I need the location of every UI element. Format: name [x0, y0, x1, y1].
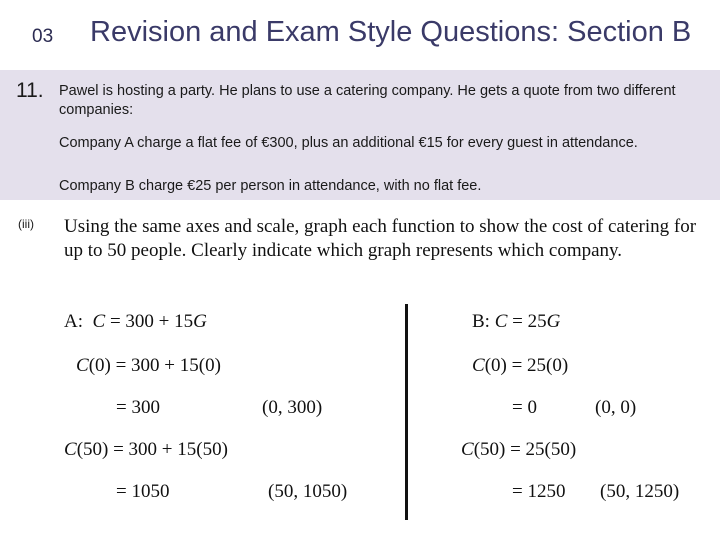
- company-a-c50-var: C: [64, 439, 77, 460]
- company-b-func-input: G: [546, 311, 561, 332]
- company-b-func-var: C: [494, 311, 508, 332]
- company-b-function: [472, 311, 560, 333]
- company-a-func-input: G: [193, 311, 207, 332]
- company-a-c50: [64, 439, 228, 461]
- company-a-function: [64, 311, 207, 333]
- company-b-c0-rest: (0) = 25(0): [484, 355, 569, 376]
- part-instruction: Using the same axes and scale, graph each function to show the cost of catering for up to 50 people. Clearly indicate which graph represents which company.: [64, 216, 697, 261]
- part-label: (iii): [18, 217, 34, 231]
- company-b-c50-result: = 1250: [512, 481, 566, 502]
- company-a-func-var: C: [92, 311, 106, 332]
- company-b-c0-var: C: [472, 355, 485, 376]
- company-a-point-0: (0, 300): [262, 397, 323, 418]
- company-b-func-rest: = 25: [512, 311, 547, 332]
- company-b-point-50: (50, 1250): [600, 481, 680, 502]
- company-b-c0: [472, 355, 568, 377]
- company-a-c50-rest: (50) = 300 + 15(50): [76, 439, 228, 460]
- company-a-point-50: (50, 1050): [268, 481, 348, 502]
- company-a-description: Company A charge a flat fee of €300, plus an additional €15 for every guest in attendance.: [59, 135, 638, 151]
- question-intro: Pawel is hosting a party. He plans to use a catering company. He gets a quote from two different companies:: [59, 83, 676, 118]
- company-a-c0-var: C: [76, 355, 89, 376]
- company-b-c50-rest: (50) = 25(50): [473, 439, 577, 460]
- question-number: 11.: [16, 79, 44, 102]
- company-a-c0-rest: (0) = 300 + 15(0): [88, 355, 221, 376]
- chapter-number: 03: [32, 26, 54, 47]
- page-title: Revision and Exam Style Questions: Section B: [90, 16, 692, 48]
- company-a-c0: [76, 355, 221, 377]
- company-b-description: Company B charge €25 per person in attendance, with no flat fee.: [59, 178, 482, 194]
- company-a-c50-result: = 1050: [116, 481, 170, 502]
- company-a-label: A:: [64, 311, 83, 332]
- column-divider: [405, 304, 408, 520]
- company-a-func-rest: = 300 + 15: [109, 311, 194, 332]
- company-a-c0-result: = 300: [116, 397, 160, 418]
- company-b-c50: [461, 439, 576, 461]
- company-b-label: B:: [472, 311, 490, 332]
- company-b-point-0: (0, 0): [595, 397, 637, 418]
- company-b-c0-result: = 0: [512, 397, 537, 418]
- company-b-c50-var: C: [461, 439, 474, 460]
